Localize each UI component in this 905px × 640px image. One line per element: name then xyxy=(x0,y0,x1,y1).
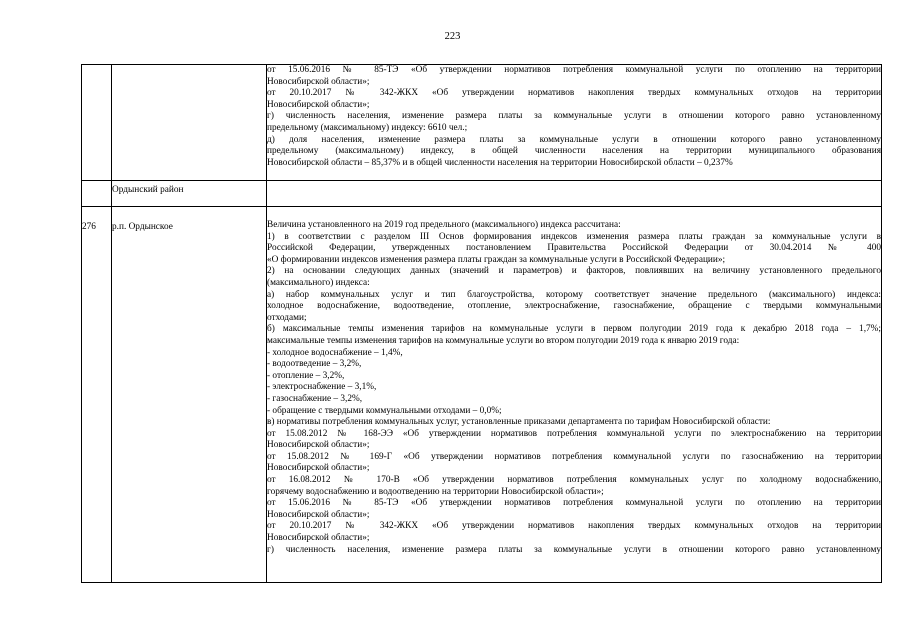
text-line: максимальные темпы изменения тарифов на коммунальные услуги во втором полугодии 2019 года к январю 2019 года: xyxy=(267,335,740,346)
text-line: в) нормативы потребления коммунальных услуг, установленные приказами департамента по тарифам Новосибирской области: xyxy=(267,417,771,428)
text-line: г) численность населения, изменение размера платы за коммунальные услуги в отношении которого равно установленному xyxy=(267,111,881,122)
municipality-name-cell: р.п. Ордынское xyxy=(112,207,267,583)
text-line: а) набор коммунальных услуг и тип благоустройства, которому соответствует значение предельного (максимального) индекса: xyxy=(267,289,881,300)
municipal-index-table xyxy=(81,64,882,583)
table-row xyxy=(82,181,882,207)
text-line: 1) в соответствии с разделом III Основ формирования индексов изменения размера платы граждан за коммунальные услуги в xyxy=(267,231,881,242)
text-line: - холодное водоснабжение – 1,4%, xyxy=(267,347,403,358)
row-number-cell xyxy=(82,181,112,207)
text-line: Новосибирской области»; xyxy=(267,99,370,110)
text-line: - электроснабжение – 3,1%, xyxy=(267,382,377,393)
row-number-cell: 276 xyxy=(82,207,112,583)
text-line: от 15.06.2016 № 85-ТЭ «Об утверждении нормативов потребления коммунальной услуги по отоплению на территории xyxy=(267,498,881,509)
municipality-name-cell xyxy=(112,65,267,181)
text-line: г) численность населения, изменение размера платы за коммунальные услуги в отношении которого равно установленному xyxy=(267,544,881,555)
text-line: б) максимальные темпы изменения тарифов на коммунальные услуги в первом полугодии 2019 года к декабрю 2018 года – 1,7%; xyxy=(267,324,881,335)
calculation-text-cell xyxy=(267,181,882,207)
text-line: 2) на основании следующих данных (значений и параметров) и факторов, повлиявших на величину установленного предельного xyxy=(267,266,881,277)
text-line: от 16.08.2012 № 170-В «Об утверждении нормативов потребления коммунальных услуг по холодному водоснабжению, xyxy=(267,475,881,486)
text-line: - водоотведение – 3,2%, xyxy=(267,359,362,370)
text-line: Новосибирской области»; xyxy=(267,509,370,520)
text-line: Величина установленного на 2019 год предельного (максимального) индекса рассчитана: xyxy=(267,220,621,230)
text-line: «О формировании индексов изменения размера платы граждан за коммунальные услуги в Российской Федерации»; xyxy=(267,254,726,265)
text-line: Новосибирской области»; xyxy=(267,440,370,451)
calculation-text-cell xyxy=(267,207,882,583)
table-row xyxy=(82,65,882,181)
calculation-text-cell xyxy=(267,65,882,181)
page-number: 223 xyxy=(444,31,461,42)
text-line: Новосибирской области – 85,37% и в общей численности населения на территории Новосибирской области – 0,237% xyxy=(267,157,733,168)
text-line: от 15.08.2012 № 169-Г «Об утверждении нормативов потребления коммунальной услуги по газоснабжению на территории xyxy=(267,451,881,462)
text-line: - газоснабжение – 3,2%, xyxy=(267,393,363,404)
text-line: холодное водоснабжение, водоотведение, отопление, электроснабжение, газоснабжение, обращение с твердыми коммунальными xyxy=(267,301,881,312)
text-line: д) доля населения, изменение размера платы за коммунальные услуги в отношении которого равно установленному xyxy=(267,134,881,145)
district-name-cell: Ордынский район xyxy=(112,181,267,207)
text-line: предельному (максимальному) индексу: 6610 чел.; xyxy=(267,122,468,133)
text-line: Новосибирской области»; xyxy=(267,533,370,544)
text-line: Российской Федерации, утвержденных постановлением Правительства Российской Федерации от 30.04.2014 № 400 xyxy=(267,243,881,254)
text-line: от 20.10.2017 № 342-ЖКХ «Об утверждении нормативов накопления твердых коммунальных отходов на территории xyxy=(267,521,881,532)
text-line: (максимального) индекса: xyxy=(267,277,370,288)
text-line: Новосибирской области»; xyxy=(267,76,370,87)
text-line: предельному (максимальному) индексу, в общей численности населения на территории муниципального образования xyxy=(267,146,881,157)
table-row xyxy=(82,207,882,583)
text-line: горячему водоснабжению и водоотведению на территории Новосибирской области»; xyxy=(267,486,604,497)
text-line: - отопление – 3,2%, xyxy=(267,370,345,381)
text-line: от 15.06.2016 № 85-ТЭ «Об утверждении нормативов потребления коммунальной услуги по отоплению на территории xyxy=(267,65,881,75)
text-line: - обращение с твердыми коммунальными отходами – 0,0%; xyxy=(267,405,502,416)
text-line: отходами; xyxy=(267,312,307,323)
text-line: от 15.08.2012 № 168-ЭЭ «Об утверждении нормативов потребления коммунальной услуги по электроснабжению на территории xyxy=(267,428,881,439)
row-number-cell xyxy=(82,65,112,181)
text-line: Новосибирской области»; xyxy=(267,463,370,474)
text-line: от 20.10.2017 № 342-ЖКХ «Об утверждении нормативов накопления твердых коммунальных отходов на территории xyxy=(267,88,881,99)
